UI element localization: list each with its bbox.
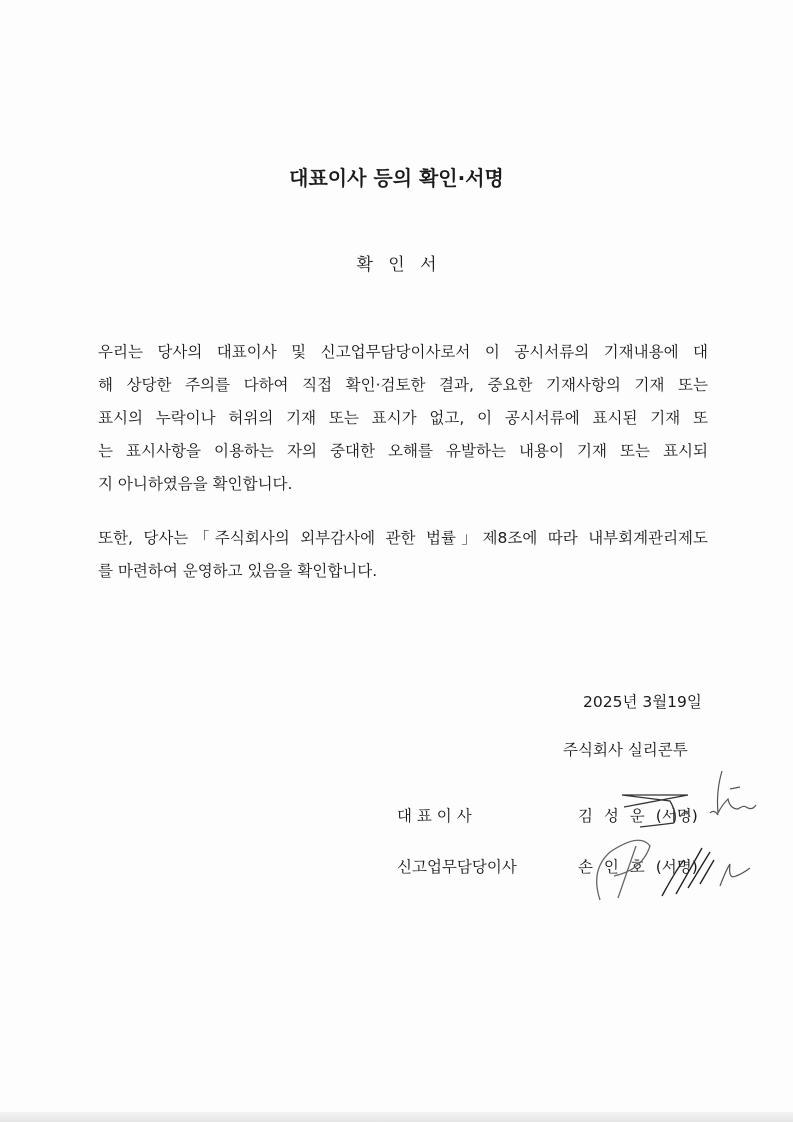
paragraph-line: 지 아니하였음을 확인합니다. — [98, 475, 293, 493]
document-date: 2025년 3월19일 — [583, 693, 702, 711]
signatory-role: 대 표 이 사 — [397, 807, 472, 825]
paragraph-line: 해 상당한 주의를 다하여 직접 확인·검토한 결과, 중요한 기재사항의 기재 또는 — [98, 376, 708, 394]
document-title: 대표이사 등의 확인·서명 — [289, 166, 504, 190]
paragraph-line: 또한, 당사는「주식회사의 외부감사에 관한 법률」제8조에 따라 내부회계관리제도 — [98, 529, 708, 547]
paragraph-line: 를 마련하여 운영하고 있음을 확인합니다. — [98, 562, 378, 580]
signatory-name: 손 인 호 (서명) — [578, 858, 698, 876]
page-edge — [0, 1112, 793, 1122]
company-name: 주식회사 실리콘투 — [563, 741, 688, 759]
paragraph-line: 는 표시사항을 이용하는 자의 중대한 오해를 유발하는 내용이 기재 또는 표시되 — [98, 442, 708, 460]
paragraph-line: 표시의 누락이나 허위의 기재 또는 표시가 없고, 이 공시서류에 표시된 기재 또 — [98, 409, 708, 427]
document-subtitle: 확 인 서 — [356, 255, 437, 275]
signatory-name: 김 성 운 (서명) — [578, 807, 698, 825]
signatory-role: 신고업무담당이사 — [397, 858, 517, 876]
paragraph-line: 우리는 당사의 대표이사 및 신고업무담당이사로서 이 공시서류의 기재내용에 대 — [98, 343, 708, 361]
